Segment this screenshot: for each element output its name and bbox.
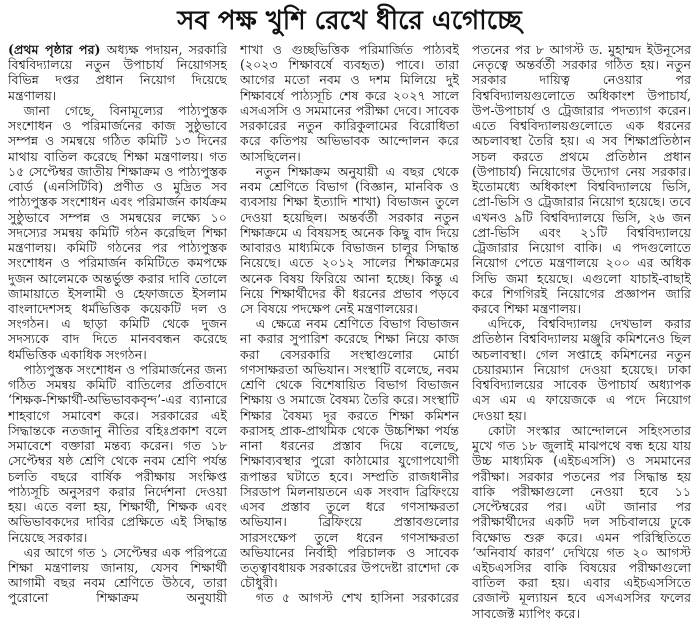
paragraph: গত ৫ আগস্ট শেখ হাসিনা সরকারের <box>255 590 459 606</box>
paragraph: এ ক্ষেত্রে নবম শ্রেণিতে বিভাগ বিভাজন না করার সুপারিশ করেছে শিক্ষা নিয়ে কাজ করা বেসরকারি সংস্থাগুলোর মোর্চা গণসাক্ষরতা অভিযান। সংস্থাটি বলেছে, নবম শ্রেণি থেকে বিশেষায়িত বিভাগ বিভাজন শিক্ষায় ও সমাজে বৈষম্য তৈরি করে। সংস্থাটি শিক্ষার বৈষম্য দূর করতে শিক্ষা কমিশন করাসহ প্রাক-প্রাথমিক থেকে উচ্চশিক্ষা পর্যন্ত নানা ধরনের প্রস্তাব দিয়ে বলেছে, শিক্ষাব্যবস্থার পুরো কাঠামোর যুগোপযোগী রূপান্তর ঘটাতে হবে। সম্প্রতি রাজধানীর সিরডাপ মিলনায়তনে এক সংবাদ ব্রিফিংয়ে এসব প্রস্তাব তুলে ধরে গণসাক্ষরতা অভিযান। ব্রিফিংয়ে প্রস্তাবগুলোর সারসংক্ষেপ তুলে ধরেন গণসাক্ষরতা অভিযানের নির্বাহী পরিচালক ও সাবেক তত্ত্বাবধায়ক সরকারের উপদেষ্টা রাশেদা কে চৌধুরী। <box>240 316 459 591</box>
column-2 <box>240 42 459 636</box>
paragraph-text: অধ্যক্ষ পদায়ন, সরকারি বিশ্ববিদ্যালয়ে নতুন উপাচার্য নিয়োগসহ বিভিন্ন দপ্তর প্রধান নিয়োগ দিয়েছে মন্ত্রণালয়। <box>8 42 227 103</box>
paragraph: পাঠ্যপুস্তক সংশোধন ও পরিমার্জনের জন্য গঠিত সমন্বয় কমিটি বাতিলের প্রতিবাদে ‘শিক্ষক-শিক্ষার্থী-অভিভাবকবৃন্দ’-এর ব্যানারে শাহবাগে সমাবেশ করে। সরকারের এই সিদ্ধান্তকে নতজানু নীতির বহিঃপ্রকাশ বলে সমাবেশে বক্তারা মন্তব্য করেন। গত ১৮ সেপ্টেম্বর ষষ্ঠ শ্রেণি থেকে নবম শ্রেণি পর্যন্ত চলতি বছরে বার্ষিক পরীক্ষায় সংক্ষিপ্ত পাঠ্যসূচি অনুসরণ করার নির্দেশনা দেওয়া হয়। এতে বলা হয়, শিক্ষার্থী, শিক্ষক এবং অভিভাবকদের দাবির প্রেক্ষিতে এই সিদ্ধান্ত নিয়েছে সরকার। <box>8 361 227 545</box>
continuation-tag: (প্রথম পৃষ্ঠার পর) <box>8 42 101 57</box>
headline: সব পক্ষ খুশি রেখে ধীরে এগোচ্ছে <box>177 6 522 36</box>
column-1 <box>8 42 227 636</box>
article-body <box>8 42 691 636</box>
paragraph: এদিকে, বিশ্ববিদ্যালয় দেখভাল করার প্রতিষ্ঠান বিশ্ববিদ্যালয় মঞ্জুরি কমিশনেও ছিল অচলাবস্থা। গেল সপ্তাহে কমিশনের নতুন চেয়ারম্যান নিয়োগ দেওয়া হয়েছে। ঢাকা বিশ্ববিদ্যালয়ের সাবেক উপাচার্য অধ্যাপক এস এম এ ফায়েজকে এ পদে নিয়োগ দেওয়া হয়। <box>472 316 691 423</box>
paragraph: এর আগে গত ১ সেপ্টেম্বর এক পরিপত্রে শিক্ষা মন্ত্রণালয় জানায়, যেসব শিক্ষার্থী আগামী বছর নবম শ্রেণিতে উঠবে, তারা পুরোনো শিক্ষাক্রম অনুযায়ী <box>8 544 227 606</box>
paragraph: পতনের পর ৮ আগস্ট ড. মুহাম্মদ ইউনূসের নেতৃত্বে অন্তর্বর্তী সরকার গঠিত হয়। নতুন সরকার দায়িত্ব নেওয়ার পর বিশ্ববিদ্যালয়গুলোতে অধিকাংশ উপাচার্য, উপ-উপাচার্য ও ট্রেজারার পদত্যাগ করেন। এতে বিশ্ববিদ্যালয়গুলোতে এক ধরনের অচলাবস্থা তৈরি হয়। এ সব শিক্ষাপ্রতিষ্ঠান সচল করতে প্রথমে প্রতিষ্ঠান প্রধান (উপাচার্য) নিয়োগের উদ্যোগ নেয় সরকার। ইতোমধ্যে অধিকাংশ বিশ্ববিদ্যালয়ে ভিসি, প্রো-ভিসি ও ট্রেজারার নিয়োগ হয়েছে। তবে এখনও ৯টি বিশ্ববিদ্যালয়ে ভিসি, ২৬ জন প্রো-ভিসি এবং ২১টি বিশ্ববিদ্যালয়ে ট্রেজারার নিয়োগ বাকি। এ পদগুলোতে নিয়োগ পেতে মন্ত্রণালয়ে ২০০ এর অধিক সিভি জমা হয়েছে। এগুলো যাচাই-বাছাই করে শিগগিরই নিয়োগের প্রজ্ঞাপন জারি করবে শিক্ষা মন্ত্রণালয়। <box>472 42 691 316</box>
paragraph: নতুন শিক্ষাক্রম অনুযায়ী এ বছর থেকে নবম শ্রেণিতে বিভাগ (বিজ্ঞান, মানবিক ও ব্যবসায় শিক্ষা ইত্যাদি শাখা) বিভাজন তুলে দেওয়া হয়েছিল। অন্তর্বর্তী সরকার নতুন শিক্ষাক্রমে এ বিষয়সহ অনেক কিছু বাদ দিয়ে আবারও মাধ্যমিকে বিভাজন চালুর সিদ্ধান্ত নিয়েছে। এতে ২০১২ সালের শিক্ষাক্রমের অনেক বিষয় ফিরিয়ে আনা হচ্ছে। কিন্তু এ নিয়ে শিক্ষার্থীদের কী ধরনের প্রভাব পড়বে সে বিষয়ে পদক্ষেপ নেই মন্ত্রণালয়ের। <box>240 163 459 316</box>
paragraph: শাখা ও গুচ্ছভিত্তিক পরিমার্জিত পাঠ্যবই (২০২৩ শিক্ষাবর্ষে ব্যবহৃত) পাবে। তারা আগের মতো নবম ও দশম মিলিয়ে দুই শিক্ষাবর্ষে পাঠ্যসূচি শেষ করে ২০২৭ সালে এসএসসি ও সমমানের পরীক্ষা দেবে। সাবেক সরকারের নতুন কারিকুলামের বিরোধিতা করে কতিপয় অভিভাবক আন্দোলন করে আসছিলেন। <box>240 42 459 164</box>
paragraph: জানা গেছে, বিনামূল্যের পাঠ্যপুস্তক সংশোধন ও পরিমার্জনের কাজ সুষ্ঠুভাবে সম্পন্ন ও সমন্বয়ে গঠিত কমিটি ১৩ দিনের মাথায় বাতিল করেছে শিক্ষা মন্ত্রণালয়। গত ১৫ সেপ্টেম্বর জাতীয় শিক্ষাক্রম ও পাঠ্যপুস্তক বোর্ড (এনসিটিবি) প্রণীত ও মুদ্রিত সব পাঠ্যপুস্তক সংশোধন এবং পরিমার্জন কার্যক্রম সুষ্ঠুভাবে সম্পন্ন ও সমন্বয়ের লক্ষ্যে ১০ সদস্যের সমন্বয় কমিটি গঠন করেছিল শিক্ষা মন্ত্রণালয়। কমিটি গঠনের পর পাঠ্যপুস্তক সংশোধন ও পরিমার্জন কমিটিতে কমপক্ষে দুজন আলেমকে অন্তর্ভুক্ত করার দাবি তোলে জামায়াতে ইসলামী ও হেফাজতে ইসলাম বাংলাদেশসহ ধর্মভিত্তিক কয়েকটি দল ও সংগঠন। এ ছাড়া কমিটি থেকে দুজন সদস্যকে বাদ দিতে মানববন্ধন করেছে ধর্মভিত্তিক একাধিক সংগঠন। <box>8 102 227 362</box>
paragraph <box>8 42 227 103</box>
paragraph: কোটা সংস্কার আন্দোলনে সহিংসতার মুখে গত ১৮ জুলাই মাঝপথে বন্ধ হয়ে যায় উচ্চ মাধ্যমিক (এইচএসসি) ও সমমানের পরীক্ষা। সরকার পতনের পর সিদ্ধান্ত হয় বাকি পরীক্ষাগুলো নেওয়া হবে ১১ সেপ্টেম্বরের পর। এটা জানার পর পরীক্ষার্থীদের একটি দল সচিবালয়ে ঢুকে বিক্ষোভ শুরু করে। এমন পরিস্থিতিতে ‘অনিবার্য কারণ’ দেখিয়ে গত ২০ আগস্ট এইচএসসির বাকি বিষয়ের পরীক্ষাগুলো বাতিল করা হয়। এবার এইচএসসিতে রেজাল্ট মূল্যায়ন হবে এসএসসির ফলের সাবজেক্ট ম্যাপিং করে। <box>472 422 691 621</box>
column-3 <box>472 42 691 636</box>
